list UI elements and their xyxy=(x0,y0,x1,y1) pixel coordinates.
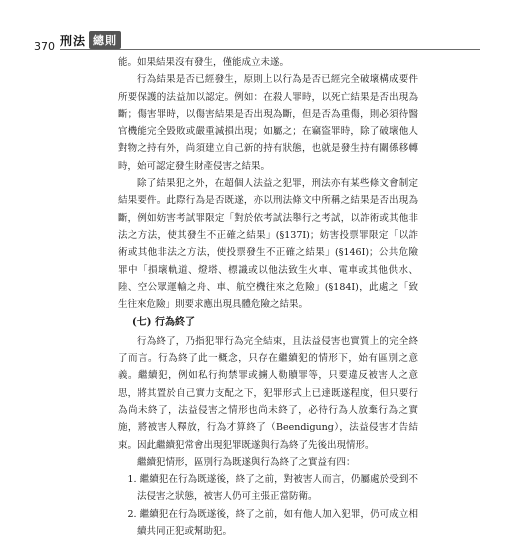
paragraph: 行為終了，乃指犯罪行為完全結束，且法益侵害也實質上的完全終了而言。行為終了此一概念，只存在繼續犯的情形下，始有區別之意義。繼續犯，例如私行拘禁罪或擄人勒贖罪等，只要違反被害人之意思，將其置於自己實力支配之下，犯罪形式上已達既遂程度，但只要行為尚未終了，法益侵害之情形也尚未終了，必待行為人放棄行為之實施，將被害人釋放，行為才算終了（Beendigung），法益侵害才告結束。因此繼續犯常會出現犯罪既遂與行為終了先後出現情形。 xyxy=(118,335,418,451)
list-item: 1. 繼續犯在行為既遂後，終了之前，對被害人而言，仍屬處於受到不法侵害之狀態，被害人仍可主張正當防衛。 xyxy=(127,474,418,503)
section-heading: (七) 行為終了 xyxy=(132,317,195,329)
body-text xyxy=(118,54,418,540)
header-title-sub: 總則 xyxy=(89,31,121,49)
running-header xyxy=(60,31,121,49)
list-item: 2. 繼續犯在行為既遂後，終了之前，如有他人加入犯罪，仍可成立相續共同正犯或幫助犯。 xyxy=(127,508,418,538)
header-rule xyxy=(60,49,480,50)
paragraph: 繼續犯情形，區別行為既遂與行為終了之實益有四： xyxy=(137,456,356,468)
paragraph: 除了結果犯之外，在超個人法益之犯罪，刑法亦有某些條文會制定結果要件。此際行為是否既遂，亦以刑法條文中所稱之結果是否出現為斷，例如妨害考試罪限定「對於依考試法舉行之考試，以詐術或其他非法之方法，使其發生不正確之結果」(§137I)；妨害投票罪限定「以詐術或其他非法之方法，使投票發生不正確之結果」(§146I)；公共危險罪中「損壞軌道、燈塔、標識或以他法致生火車、電車或其他供水、陸、空公眾運輸之舟、車、航空機往來之危險」(§184I)，此處之「致生往來危險」則要求應出現具體危險之結果。 xyxy=(118,178,418,311)
paragraph: 行為結果是否已經發生，原則上以行為是否已經完全破壞構成要件所要保護的法益加以認定。例如：在殺人罪時，以死亡結果是否出現為斷；傷害罪時，以傷害結果是否出現為斷，但是否為重傷，則必須待醫官機能完全毀敗或嚴重減損出現；如屬之；在竊盜罪時，除了破壞他人對物之持有外，尚須建立自己新的持有狀態，也就是發生持有關係移轉時，始可認定發生財產侵害之結果。 xyxy=(118,74,418,172)
header-title-main: 刑法 xyxy=(60,33,87,48)
page-number: 370 xyxy=(34,40,55,53)
paragraph: 能。如果結果沒有發生，僅能成立未遂。 xyxy=(118,57,290,68)
